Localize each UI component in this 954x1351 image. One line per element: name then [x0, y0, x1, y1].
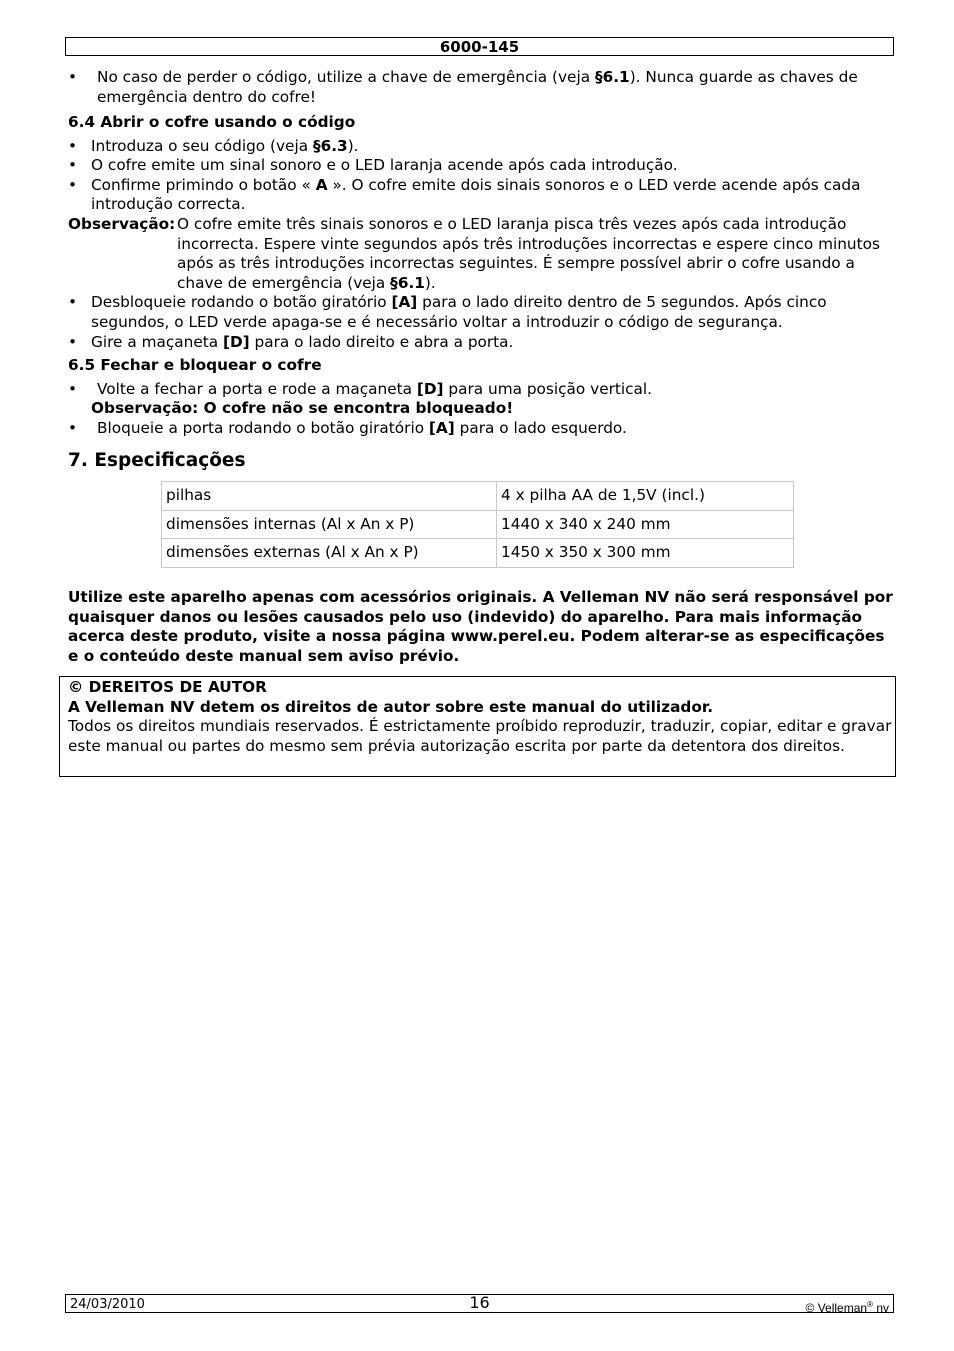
list-item: • Volte a fechar a porta e rode a maçaneta [D] para uma posição vertical.	[68, 380, 894, 400]
copyright-text: Todos os direitos mundiais reservados. É estrictamente proíbido reproduzir, traduzir, copiar, editar e gravar este manual ou partes do mesmo sem prévia autorização escrita por parte da detentora dos direitos.	[68, 717, 892, 755]
list-item: • Confirme primindo o botão « A ». O cofre emite dois sinais sonoros e o LED verde acende após cada introdução correcta.	[68, 176, 894, 215]
page-footer	[65, 1294, 894, 1313]
table-cell: pilhas	[162, 482, 497, 511]
copyright-box	[59, 676, 896, 777]
list-item: • No caso de perder o código, utilize a chave de emergência (veja §6.1). Nunca guarde as chaves de emergência dentro do cofre!	[68, 68, 894, 107]
table-row	[162, 510, 794, 539]
model-number: 6000-145	[439, 38, 520, 56]
section-heading: 7. Especificações	[68, 450, 246, 471]
section-6-4	[68, 109, 894, 352]
note: Observação: O cofre não se encontra bloqueado!	[91, 399, 514, 418]
table-cell: 4 x pilha AA de 1,5V (incl.)	[497, 482, 794, 511]
intro-section	[68, 68, 894, 107]
note-label: Observação:	[68, 214, 176, 233]
list-item: • O cofre emite um sinal sonoro e o LED laranja acende após cada introdução.	[68, 156, 894, 176]
list-item: • Desbloqueie rodando o botão giratório [A] para o lado direito dentro de 5 segundos. Após cinco segundos, o LED verde apaga-se e é necessário voltar a introduzir o código de segurança.	[68, 293, 894, 332]
section-7	[68, 449, 894, 473]
table-row	[162, 482, 794, 511]
copyright-owner: A Velleman NV detem os direitos de autor sobre este manual do utilizador.	[68, 697, 714, 716]
specifications-table	[161, 481, 794, 568]
list-item: • Bloqueie a porta rodando o botão giratório [A] para o lado esquerdo.	[68, 419, 894, 439]
table-cell: dimensões externas (Al x An x P)	[162, 539, 497, 568]
footer-brand: © Velleman® nv	[805, 1300, 889, 1315]
table-row	[162, 539, 794, 568]
copyright-title: © DEREITOS DE AUTOR	[68, 678, 267, 696]
list-item: • Gire a maçaneta [D] para o lado direito e abra a porta.	[68, 333, 894, 353]
page-header	[65, 37, 894, 56]
table-cell: dimensões internas (Al x An x P)	[162, 510, 497, 539]
section-heading: 6.5 Fechar e bloquear o cofre	[68, 356, 322, 374]
section-heading: 6.4 Abrir o cofre usando o código	[68, 113, 356, 131]
list-item: • Introduza o seu código (veja §6.3).	[68, 137, 894, 157]
footer-date: 24/03/2010	[70, 1297, 145, 1312]
table-cell: 1440 x 340 x 240 mm	[497, 510, 794, 539]
note: Observação: O cofre emite três sinais sonoros e o LED laranja pisca três vezes após cada introdução incorrecta. Espere vinte segundos após três introduções incorrectas e espere cinco minutos após as três introduções incorrectas seguintes. É sempre possível abrir o cofre usando a chave de emergência (veja §6.1).	[68, 214, 880, 292]
disclaimer: Utilize este aparelho apenas com acessórios originais. A Velleman NV não será responsável por quaisquer danos ou lesões causados pelo uso (indevido) do aparelho. Para mais informação acerca deste produto, visite a nossa página www.perel.eu. Podem alterar-se as especificações e o conteúdo deste manual sem aviso prévio.	[68, 588, 893, 665]
table-cell: 1450 x 350 x 300 mm	[497, 539, 794, 568]
section-6-5	[68, 352, 894, 438]
page-number: 16	[469, 1293, 490, 1312]
